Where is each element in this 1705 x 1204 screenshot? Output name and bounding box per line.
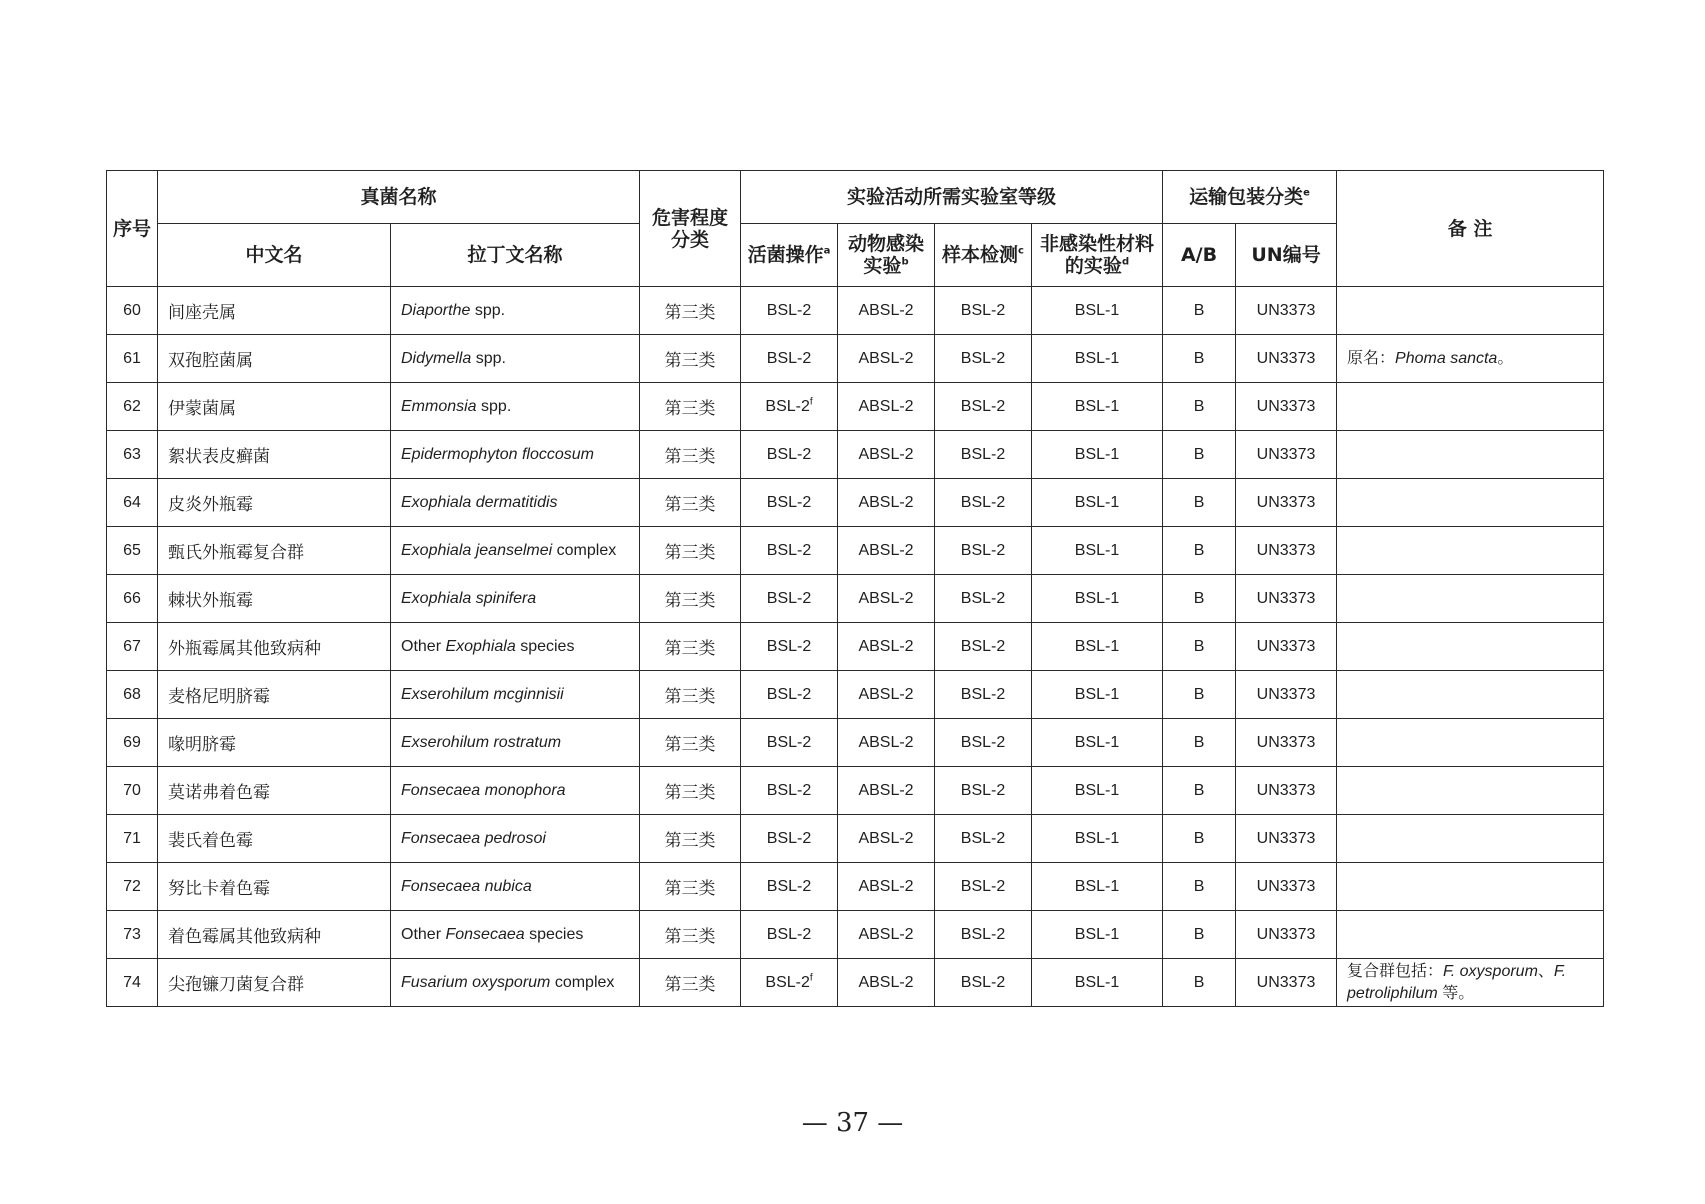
un-cell: UN3373 xyxy=(1236,623,1337,671)
seq-cell: 73 xyxy=(107,911,158,959)
hazard-cell: 第三类 xyxy=(640,431,741,479)
noninf-cell: BSL-1 xyxy=(1032,287,1163,335)
ab-cell: B xyxy=(1163,479,1236,527)
cn-name-cell: 外瓶霉属其他致病种 xyxy=(158,623,391,671)
un-cell: UN3373 xyxy=(1236,287,1337,335)
noninf-cell: BSL-1 xyxy=(1032,911,1163,959)
noninf-cell: BSL-1 xyxy=(1032,815,1163,863)
text-run: complex xyxy=(550,973,615,991)
animal-cell: ABSL-2 xyxy=(838,767,935,815)
seq-cell: 60 xyxy=(107,287,158,335)
latin-name-cell xyxy=(391,527,640,575)
live-level: BSL-2 xyxy=(766,733,812,751)
latin-name-cell xyxy=(391,671,640,719)
latin-name-header: 拉丁文名称 xyxy=(391,224,640,287)
sample-cell: BSL-2 xyxy=(935,527,1032,575)
remark-cell xyxy=(1337,287,1604,335)
cn-name-cell: 甄氏外瓶霉复合群 xyxy=(158,527,391,575)
noninf-cell: BSL-1 xyxy=(1032,767,1163,815)
sample-cell: BSL-2 xyxy=(935,767,1032,815)
table-body xyxy=(107,287,1604,1007)
noninf-cell: BSL-1 xyxy=(1032,671,1163,719)
animal-cell: ABSL-2 xyxy=(838,383,935,431)
live-cell xyxy=(741,431,838,479)
seq-cell: 62 xyxy=(107,383,158,431)
remark-cell xyxy=(1337,863,1604,911)
table-row xyxy=(107,623,1604,671)
latin-name-cell xyxy=(391,479,640,527)
text-run: 等。 xyxy=(1437,984,1475,1002)
seq-cell: 69 xyxy=(107,719,158,767)
hazard-cell: 第三类 xyxy=(640,767,741,815)
cn-name-cell: 伊蒙菌属 xyxy=(158,383,391,431)
text-run: 复合群包括： xyxy=(1347,962,1444,980)
live-cell xyxy=(741,911,838,959)
sample-cell: BSL-2 xyxy=(935,479,1032,527)
animal-cell: ABSL-2 xyxy=(838,623,935,671)
hazard-cell: 第三类 xyxy=(640,623,741,671)
table-row xyxy=(107,383,1604,431)
un-cell: UN3373 xyxy=(1236,767,1337,815)
animal-cell: ABSL-2 xyxy=(838,431,935,479)
remark-cell xyxy=(1337,911,1604,959)
remark-cell xyxy=(1337,719,1604,767)
hazard-cell: 第三类 xyxy=(640,671,741,719)
seq-cell: 68 xyxy=(107,671,158,719)
hazard-cell: 第三类 xyxy=(640,959,741,1007)
live-level: BSL-2 xyxy=(766,781,812,799)
animal-cell: ABSL-2 xyxy=(838,527,935,575)
text-run: Fonsecaea nubica xyxy=(401,877,532,895)
latin-name-cell xyxy=(391,959,640,1007)
table-row xyxy=(107,815,1604,863)
hazard-cell: 第三类 xyxy=(640,335,741,383)
text-run: Exophiala xyxy=(445,637,516,655)
ab-cell: B xyxy=(1163,767,1236,815)
remark-cell xyxy=(1337,959,1604,1007)
text-run: species xyxy=(524,925,584,943)
fungus-name-header: 真菌名称 xyxy=(158,171,640,224)
animal-cell: ABSL-2 xyxy=(838,335,935,383)
sample-cell: BSL-2 xyxy=(935,911,1032,959)
un-cell: UN3373 xyxy=(1236,383,1337,431)
hazard-cell: 第三类 xyxy=(640,287,741,335)
seq-header: 序号 xyxy=(107,171,158,287)
text-run: spp. xyxy=(471,349,506,367)
ab-cell: B xyxy=(1163,815,1236,863)
table-row xyxy=(107,527,1604,575)
un-cell: UN3373 xyxy=(1236,431,1337,479)
text-run: Diaporthe xyxy=(401,301,471,319)
seq-cell: 64 xyxy=(107,479,158,527)
text-run: spp. xyxy=(470,301,506,319)
latin-name-cell xyxy=(391,815,640,863)
cn-name-cell: 双孢腔菌属 xyxy=(158,335,391,383)
animal-cell: ABSL-2 xyxy=(838,959,935,1007)
hazard-cell: 第三类 xyxy=(640,479,741,527)
text-run: Fonsecaea xyxy=(445,925,525,943)
live-level: BSL-2 xyxy=(766,589,812,607)
remark-cell xyxy=(1337,767,1604,815)
sample-cell: BSL-2 xyxy=(935,815,1032,863)
page-number: — 37 — xyxy=(801,1108,904,1138)
live-cell xyxy=(741,575,838,623)
seq-cell: 65 xyxy=(107,527,158,575)
table-row xyxy=(107,575,1604,623)
live-header: 活菌操作$^a$ xyxy=(741,224,838,287)
seq-cell: 67 xyxy=(107,623,158,671)
sample-cell: BSL-2 xyxy=(935,575,1032,623)
hazard-cell: 第三类 xyxy=(640,815,741,863)
animal-cell: ABSL-2 xyxy=(838,815,935,863)
fungi-table xyxy=(106,170,1604,1007)
text-run: 原名： xyxy=(1347,349,1396,367)
seq-cell: 63 xyxy=(107,431,158,479)
live-level: BSL-2 xyxy=(766,445,812,463)
remark-header: 备 注 xyxy=(1337,171,1604,287)
latin-name-cell xyxy=(391,335,640,383)
text-run: species xyxy=(515,637,575,655)
live-cell xyxy=(741,527,838,575)
table-row xyxy=(107,479,1604,527)
text-run: Exophiala jeanselmei xyxy=(401,541,553,559)
live-cell xyxy=(741,479,838,527)
cn-name-cell: 着色霉属其他致病种 xyxy=(158,911,391,959)
latin-name-cell xyxy=(391,383,640,431)
hazard-cell: 第三类 xyxy=(640,527,741,575)
live-level: BSL-2 xyxy=(766,829,812,847)
latin-name-cell xyxy=(391,911,640,959)
text-run: Emmonsia xyxy=(401,397,477,415)
animal-cell: ABSL-2 xyxy=(838,287,935,335)
live-level: BSL-2 xyxy=(766,301,812,319)
remark-cell xyxy=(1337,575,1604,623)
sample-cell: BSL-2 xyxy=(935,863,1032,911)
cn-name-cell: 努比卡着色霉 xyxy=(158,863,391,911)
seq-cell: 70 xyxy=(107,767,158,815)
ab-cell: B xyxy=(1163,719,1236,767)
transport-header: 运输包装分类$^e$ xyxy=(1163,171,1337,224)
sample-header: 样本检测$^c$ xyxy=(935,224,1032,287)
ab-cell: B xyxy=(1163,863,1236,911)
text-run: Exserohilum rostratum xyxy=(401,733,562,751)
hazard-cell: 第三类 xyxy=(640,575,741,623)
hazard-cell: 第三类 xyxy=(640,863,741,911)
text-run: Fusarium oxysporum xyxy=(401,973,551,991)
noninf-cell: BSL-1 xyxy=(1032,959,1163,1007)
text-run: Exophiala dermatitidis xyxy=(401,493,558,511)
remark-cell xyxy=(1337,479,1604,527)
live-cell xyxy=(741,623,838,671)
cn-name-cell: 间座壳属 xyxy=(158,287,391,335)
text-run: spp. xyxy=(476,397,512,415)
animal-header: 动物感染实验$^b$ xyxy=(838,224,935,287)
cn-name-cell: 裴氏着色霉 xyxy=(158,815,391,863)
animal-cell: ABSL-2 xyxy=(838,479,935,527)
live-level: BSL-2 xyxy=(766,541,812,559)
un-cell: UN3373 xyxy=(1236,959,1337,1007)
latin-name-cell xyxy=(391,719,640,767)
table-row xyxy=(107,719,1604,767)
ab-cell: B xyxy=(1163,911,1236,959)
table-row xyxy=(107,287,1604,335)
un-cell: UN3373 xyxy=(1236,719,1337,767)
remark-cell xyxy=(1337,671,1604,719)
seq-cell: 74 xyxy=(107,959,158,1007)
text-run: Exophiala spinifera xyxy=(401,589,537,607)
ab-cell: B xyxy=(1163,287,1236,335)
table-row xyxy=(107,911,1604,959)
noninf-header: 非感染性材料的实验$^d$ xyxy=(1032,224,1163,287)
animal-cell: ABSL-2 xyxy=(838,719,935,767)
live-cell xyxy=(741,863,838,911)
noninf-cell: BSL-1 xyxy=(1032,479,1163,527)
hazard-cell: 第三类 xyxy=(640,719,741,767)
hazard-cell: 第三类 xyxy=(640,383,741,431)
live-cell xyxy=(741,767,838,815)
remark-cell xyxy=(1337,431,1604,479)
sample-cell: BSL-2 xyxy=(935,335,1032,383)
ab-cell: B xyxy=(1163,959,1236,1007)
noninf-cell: BSL-1 xyxy=(1032,719,1163,767)
un-cell: UN3373 xyxy=(1236,815,1337,863)
cn-name-header: 中文名 xyxy=(158,224,391,287)
latin-name-cell xyxy=(391,287,640,335)
sample-cell: BSL-2 xyxy=(935,959,1032,1007)
live-level: BSL-2 xyxy=(765,397,810,415)
un-cell: UN3373 xyxy=(1236,479,1337,527)
latin-name-cell xyxy=(391,431,640,479)
noninf-cell: BSL-1 xyxy=(1032,527,1163,575)
cn-name-cell: 棘状外瓶霉 xyxy=(158,575,391,623)
footnote-mark: f xyxy=(809,972,813,984)
text-run: Fonsecaea monophora xyxy=(401,781,566,799)
seq-cell: 72 xyxy=(107,863,158,911)
text-run: complex xyxy=(552,541,617,559)
table-row xyxy=(107,431,1604,479)
live-cell xyxy=(741,383,838,431)
table-row xyxy=(107,671,1604,719)
noninf-cell: BSL-1 xyxy=(1032,383,1163,431)
ab-cell: B xyxy=(1163,527,1236,575)
live-cell xyxy=(741,287,838,335)
hazard-header: 危害程度分类 xyxy=(640,171,741,287)
hazard-cell: 第三类 xyxy=(640,911,741,959)
remark-cell xyxy=(1337,815,1604,863)
noninf-cell: BSL-1 xyxy=(1032,623,1163,671)
cn-name-cell: 莫诺弗着色霉 xyxy=(158,767,391,815)
cn-name-cell: 絮状表皮癣菌 xyxy=(158,431,391,479)
sample-cell: BSL-2 xyxy=(935,431,1032,479)
noninf-cell: BSL-1 xyxy=(1032,335,1163,383)
ab-cell: B xyxy=(1163,575,1236,623)
sample-cell: BSL-2 xyxy=(935,671,1032,719)
live-level: BSL-2 xyxy=(766,637,812,655)
table-row xyxy=(107,767,1604,815)
text-run: 。 xyxy=(1497,349,1514,367)
table-row xyxy=(107,335,1604,383)
ab-cell: B xyxy=(1163,623,1236,671)
noninf-cell: BSL-1 xyxy=(1032,431,1163,479)
ab-cell: B xyxy=(1163,431,1236,479)
un-cell: UN3373 xyxy=(1236,335,1337,383)
text-run: Epidermophyton floccosum xyxy=(401,445,594,463)
live-level: BSL-2 xyxy=(765,973,810,991)
noninf-cell: BSL-1 xyxy=(1032,575,1163,623)
animal-cell: ABSL-2 xyxy=(838,911,935,959)
ab-header: A/B xyxy=(1163,224,1236,287)
text-run: Fonsecaea pedrosoi xyxy=(401,829,546,847)
live-level: BSL-2 xyxy=(766,493,812,511)
noninf-cell: BSL-1 xyxy=(1032,863,1163,911)
un-cell: UN3373 xyxy=(1236,575,1337,623)
un-cell: UN3373 xyxy=(1236,863,1337,911)
live-level: BSL-2 xyxy=(766,925,812,943)
live-cell xyxy=(741,815,838,863)
remark-cell xyxy=(1337,623,1604,671)
text-run: 、 xyxy=(1537,962,1554,980)
cn-name-cell: 尖孢镰刀菌复合群 xyxy=(158,959,391,1007)
seq-cell: 66 xyxy=(107,575,158,623)
text-run: Exserohilum mcginnisii xyxy=(401,685,564,703)
ab-cell: B xyxy=(1163,383,1236,431)
un-header: UN编号 xyxy=(1236,224,1337,287)
sample-cell: BSL-2 xyxy=(935,287,1032,335)
text-run: Other xyxy=(401,637,446,655)
un-cell: UN3373 xyxy=(1236,671,1337,719)
ab-cell: B xyxy=(1163,335,1236,383)
cn-name-cell: 皮炎外瓶霉 xyxy=(158,479,391,527)
live-cell xyxy=(741,671,838,719)
live-level: BSL-2 xyxy=(766,685,812,703)
live-level: BSL-2 xyxy=(766,349,812,367)
text-run: Phoma sancta xyxy=(1395,349,1498,367)
sample-cell: BSL-2 xyxy=(935,623,1032,671)
text-run: F. oxysporum xyxy=(1443,962,1538,980)
un-cell: UN3373 xyxy=(1236,911,1337,959)
latin-name-cell xyxy=(391,575,640,623)
table-row xyxy=(107,959,1604,1007)
un-cell: UN3373 xyxy=(1236,527,1337,575)
live-cell xyxy=(741,959,838,1007)
sample-cell: BSL-2 xyxy=(935,719,1032,767)
animal-cell: ABSL-2 xyxy=(838,575,935,623)
text-run: Other xyxy=(401,925,446,943)
live-cell xyxy=(741,335,838,383)
text-run: Didymella xyxy=(401,349,472,367)
latin-name-cell xyxy=(391,623,640,671)
ab-cell: B xyxy=(1163,671,1236,719)
cn-name-cell: 喙明脐霉 xyxy=(158,719,391,767)
cn-name-cell: 麦格尼明脐霉 xyxy=(158,671,391,719)
remark-cell xyxy=(1337,335,1604,383)
remark-cell xyxy=(1337,527,1604,575)
animal-cell: ABSL-2 xyxy=(838,671,935,719)
footnote-mark: f xyxy=(809,396,813,408)
latin-name-cell xyxy=(391,863,640,911)
table-row xyxy=(107,863,1604,911)
live-level: BSL-2 xyxy=(766,877,812,895)
seq-cell: 61 xyxy=(107,335,158,383)
seq-cell: 71 xyxy=(107,815,158,863)
live-cell xyxy=(741,719,838,767)
sample-cell: BSL-2 xyxy=(935,383,1032,431)
latin-name-cell xyxy=(391,767,640,815)
text-run: F. petroliphilum xyxy=(1347,962,1567,1002)
lab-level-header: 实验活动所需实验室等级 xyxy=(741,171,1163,224)
animal-cell: ABSL-2 xyxy=(838,863,935,911)
remark-cell xyxy=(1337,383,1604,431)
